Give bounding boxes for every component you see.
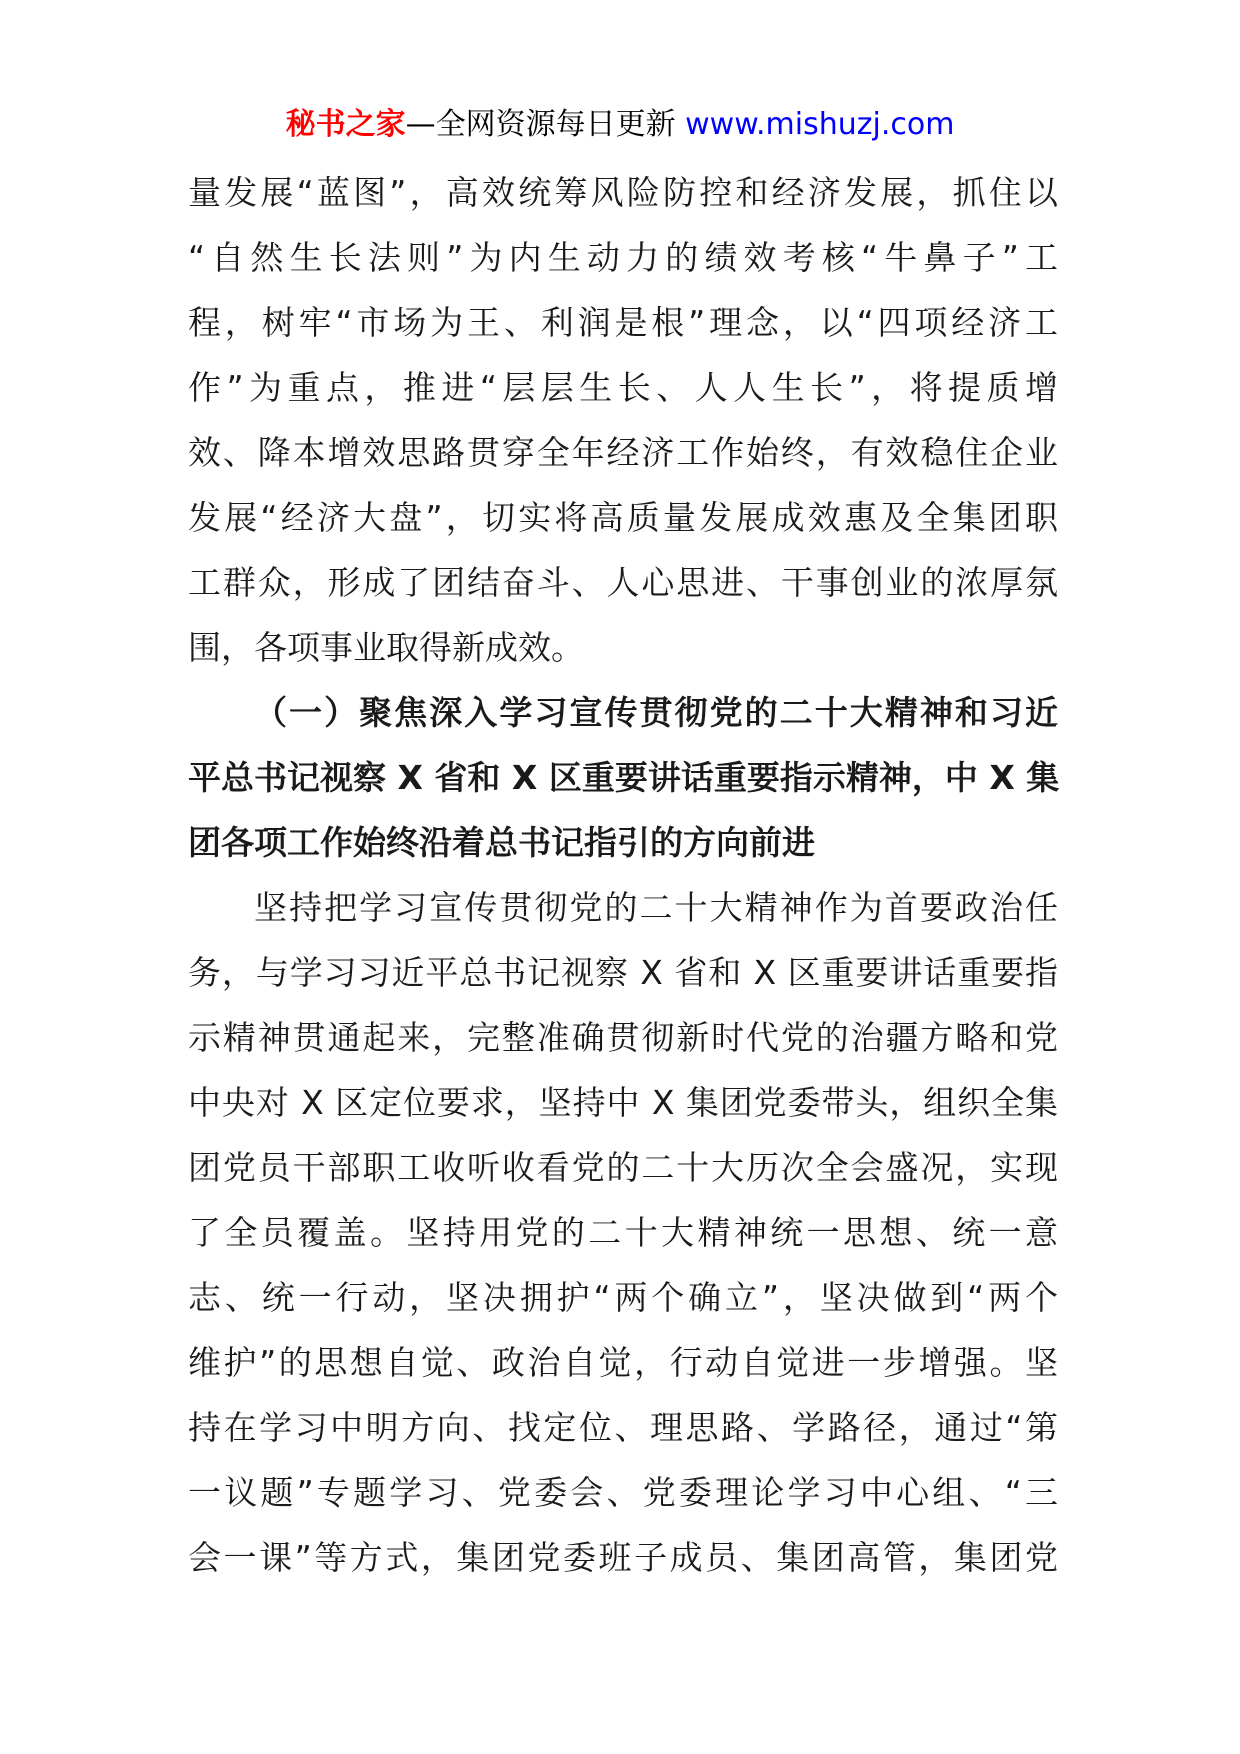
paragraph-line: 坚持把学习宣传贯彻党的二十大精神作为首要政治任 [254, 888, 1058, 927]
paragraph-line: 了全员覆盖。坚持用党的二十大精神统一思想、统一意 [188, 1213, 1058, 1252]
paragraph-line: 量发展“蓝图”，高效统筹风险防控和经济发展，抓住以 [188, 173, 1058, 212]
paragraph-line: “自然生长法则”为内生动力的绩效考核“牛鼻子”工 [188, 238, 1058, 277]
paragraph-line: 持在学习中明方向、找定位、理思路、学路径，通过“第 [188, 1408, 1058, 1447]
header-url-link[interactable]: www.mishuzj.com [685, 107, 955, 142]
paragraph-line: 工群众，形成了团结奋斗、人心思进、干事创业的浓厚氛 [188, 563, 1058, 602]
document-body [188, 160, 1058, 1590]
heading-line: 平总书记视察 X 省和 X 区重要讲话重要指示精神，中 X 集 [188, 758, 1060, 797]
paragraph-line: 程，树牢“市场为王、利润是根”理念，以“四项经济工 [188, 303, 1058, 342]
paragraph-line: 会一课”等方式，集团党委班子成员、集团高管，集团党 [188, 1538, 1058, 1577]
header-tagline: —全网资源每日更新 [405, 107, 686, 142]
heading-line: 团各项工作始终沿着总书记指引的方向前进 [188, 823, 815, 862]
paragraph-line: 一议题”专题学习、党委会、党委理论学习中心组、“三 [188, 1473, 1058, 1512]
page-header [0, 100, 1240, 150]
paragraph-line: 务，与学习习近平总书记视察 X 省和 X 区重要讲话重要指 [188, 953, 1058, 992]
paragraph-line: 作”为重点，推进“层层生长、人人生长”，将提质增 [188, 368, 1058, 407]
paragraph-line: 志、统一行动，坚决拥护“两个确立”，坚决做到“两个 [188, 1278, 1058, 1317]
paragraph-1 [188, 160, 1058, 680]
paragraph-line: 团党员干部职工收听收看党的二十大历次全会盛况，实现 [188, 1148, 1058, 1187]
paragraph-line: 示精神贯通起来，完整准确贯彻新时代党的治疆方略和党 [188, 1018, 1058, 1057]
paragraph-line: 效、降本增效思路贯穿全年经济工作始终，有效稳住企业 [188, 433, 1058, 472]
section-heading-1 [188, 680, 1058, 875]
heading-line: （一）聚焦深入学习宣传贯彻党的二十大精神和习近 [254, 693, 1058, 732]
paragraph-line: 围，各项事业取得新成效。 [188, 628, 584, 667]
paragraph-2 [188, 875, 1058, 1590]
paragraph-line: 维护”的思想自觉、政治自觉，行动自觉进一步增强。坚 [188, 1343, 1058, 1382]
paragraph-line: 中央对 X 区定位要求，坚持中 X 集团党委带头，组织全集 [188, 1083, 1058, 1122]
paragraph-line: 发展“经济大盘”，切实将高质量发展成效惠及全集团职 [188, 498, 1058, 537]
header-brand: 秘书之家 [285, 107, 406, 142]
